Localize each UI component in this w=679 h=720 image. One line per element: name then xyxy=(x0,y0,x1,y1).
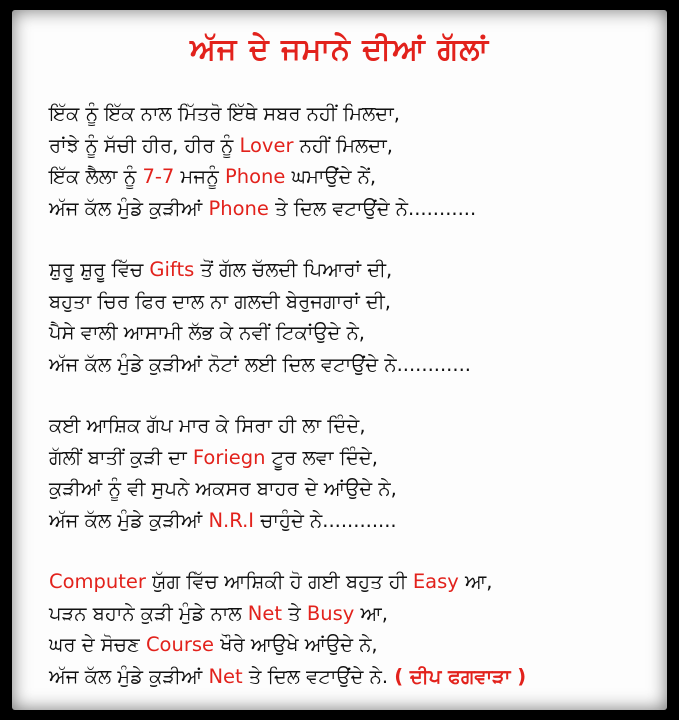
poem-line xyxy=(49,161,659,193)
line-text: ਯੁੱਗ ਵਿੱਚ ਆਸ਼ਿਕੀ ਹੋ ਗਈ ਬਹੁਤ ਹੀ xyxy=(145,570,413,593)
line-text: ਘਮਾਉਂਦੇ ਨੇਂ, xyxy=(285,165,377,188)
line-text: ਇੱਕ ਲੈਲਾ ਨੂੰ xyxy=(49,165,143,188)
poem-line xyxy=(49,473,659,505)
poem-line xyxy=(49,661,659,693)
highlighted-word: Net xyxy=(247,601,282,625)
line-text: ਚਾਹੁੰਦੇ ਨੇ............ xyxy=(254,508,397,532)
highlighted-word: N.R.I xyxy=(208,508,255,532)
line-text: ਮਜਨੂੰ xyxy=(174,165,225,188)
line-text: ਆ, xyxy=(354,601,388,625)
poem-line xyxy=(49,254,659,286)
line-text: ਬਹੁਤਾ ਚਿਰ ਫਿਰ ਦਾਲ ਨਾ ਗਲਦੀ ਬੇਰੁਜਗਾਰਾਂ ਦੀ, xyxy=(49,289,391,313)
poem-line xyxy=(49,193,659,225)
line-text: ਨਹੀਂ ਮਿਲਦਾ, xyxy=(293,133,393,157)
line-text: ਅੱਜ ਕੱਲ ਮੁੰਡੇ ਕੁੜੀਆਂ xyxy=(49,508,209,532)
highlighted-word: Busy xyxy=(306,601,355,625)
highlighted-word: Phone xyxy=(224,165,286,188)
poem-line xyxy=(49,629,659,661)
poem-line xyxy=(49,130,659,162)
poem-title: ਅੱਜ ਦੇ ਜਮਾਨੇ ਦੀਆਂ ਗੱਲਾਂ xyxy=(190,32,489,67)
highlighted-word: 7-7 xyxy=(142,165,175,188)
line-text: ਤੋਂ ਗੱਲ ਚੱਲਦੀ ਪਿਆਰਾਂ ਦੀ, xyxy=(194,258,393,281)
poem-stanza xyxy=(49,254,659,380)
line-text: ਖੌਰੇ ਆਉਖੇ ਆਂਉਦੇ ਨੇ, xyxy=(214,633,378,656)
poem-line xyxy=(49,598,659,630)
line-text: ਪੈਸੇ ਵਾਲੀ ਆਸਾਮੀ ਲੱਭ ਕੇ ਨਵੀਂ ਟਿਕਾਂਉਦੇ ਨੇ, xyxy=(49,321,365,344)
poem-card xyxy=(12,10,667,710)
line-text: ਅੱਜ ਕੱਲ ਮੁੰਡੇ ਕੁੜੀਆਂ ਨੋਟਾਂ ਲਈ ਦਿਲ ਵਟਾਉਂਦੇ ਨੇ............ xyxy=(49,352,471,376)
line-text: ਪੜਨ ਬਹਾਨੇ ਕੁੜੀ ਮੁੰਡੇ ਨਾਲ xyxy=(49,601,248,625)
poem-line xyxy=(49,286,659,318)
line-text: ਅੱਜ ਕੱਲ ਮੁੰਡੇ ਕੁੜੀਆਂ xyxy=(49,196,209,220)
poem-line xyxy=(49,566,659,598)
line-text: ਰਾਂਝੇ ਨੂੰ ਸੱਚੀ ਹੀਰ, ਹੀਰ ਨੂੰ xyxy=(49,133,240,157)
poem-line xyxy=(49,442,659,474)
line-text: ਆ, xyxy=(458,570,493,593)
poem-line xyxy=(49,98,659,130)
line-text: ਤੇ ਦਿਲ ਵਟਾਉਂਦੇ ਨੇ........... xyxy=(268,196,477,220)
poem-line xyxy=(49,349,659,381)
poem-body xyxy=(49,98,659,692)
poem-stanza xyxy=(49,410,659,536)
line-text: ਤੇ ਦਿਲ ਵਟਾਉਂਦੇ ਨੇ. xyxy=(242,664,395,688)
poem-line xyxy=(49,317,659,349)
author-signature: ( ਦੀਪ ਫਗਵਾੜਾ ) xyxy=(394,664,527,688)
highlighted-word: Easy xyxy=(412,570,459,593)
highlighted-word: Net xyxy=(208,664,243,688)
line-text: ਗੱਲੀਂ ਬਾਤੀਂ ਕੁੜੀ ਦਾ xyxy=(49,445,193,469)
highlighted-word: Foriegn xyxy=(192,445,266,469)
line-text: ਕੁੜੀਆਂ ਨੂੰ ਵੀ ਸੁਪਨੇ ਅਕਸਰ ਬਾਹਰ ਦੇ ਆਂਉਦੇ ਨੇ, xyxy=(49,477,397,500)
line-text: ਅੱਜ ਕੱਲ ਮੁੰਡੇ ਕੁੜੀਆਂ xyxy=(49,664,209,688)
highlighted-word: Lover xyxy=(239,133,294,157)
line-text: ਟੂਰ ਲਵਾ ਦਿੰਦੇ, xyxy=(265,445,378,469)
line-text: ਸ਼ੁਰੂ ਸ਼ੁਰੂ ਵਿੱਚ xyxy=(49,258,150,281)
poem-line xyxy=(49,410,659,442)
highlighted-word: Phone xyxy=(208,196,269,220)
highlighted-word: Gifts xyxy=(149,258,195,281)
line-text: ਤੇ xyxy=(282,601,307,625)
poem-line xyxy=(49,505,659,537)
line-text: ਘਰ ਦੇ ਸੋਚਣ xyxy=(49,633,146,656)
highlighted-word: Computer xyxy=(49,570,146,593)
line-text: ਕਈ ਆਸ਼ਿਕ ਗੱਪ ਮਾਰ ਕੇ ਸਿਰਾ ਹੀ ਲਾ ਦਿੰਦੇ, xyxy=(49,414,366,437)
poem-stanza xyxy=(49,98,659,224)
line-text: ਇੱਕ ਨੂੰ ਇੱਕ ਨਾਲ ਮਿੱਤਰੋ ਇੱਥੇ ਸਬਰ ਨਹੀਂ ਮਿਲਦਾ, xyxy=(49,102,400,125)
poem-stanza xyxy=(49,566,659,692)
highlighted-word: Course xyxy=(145,633,215,656)
